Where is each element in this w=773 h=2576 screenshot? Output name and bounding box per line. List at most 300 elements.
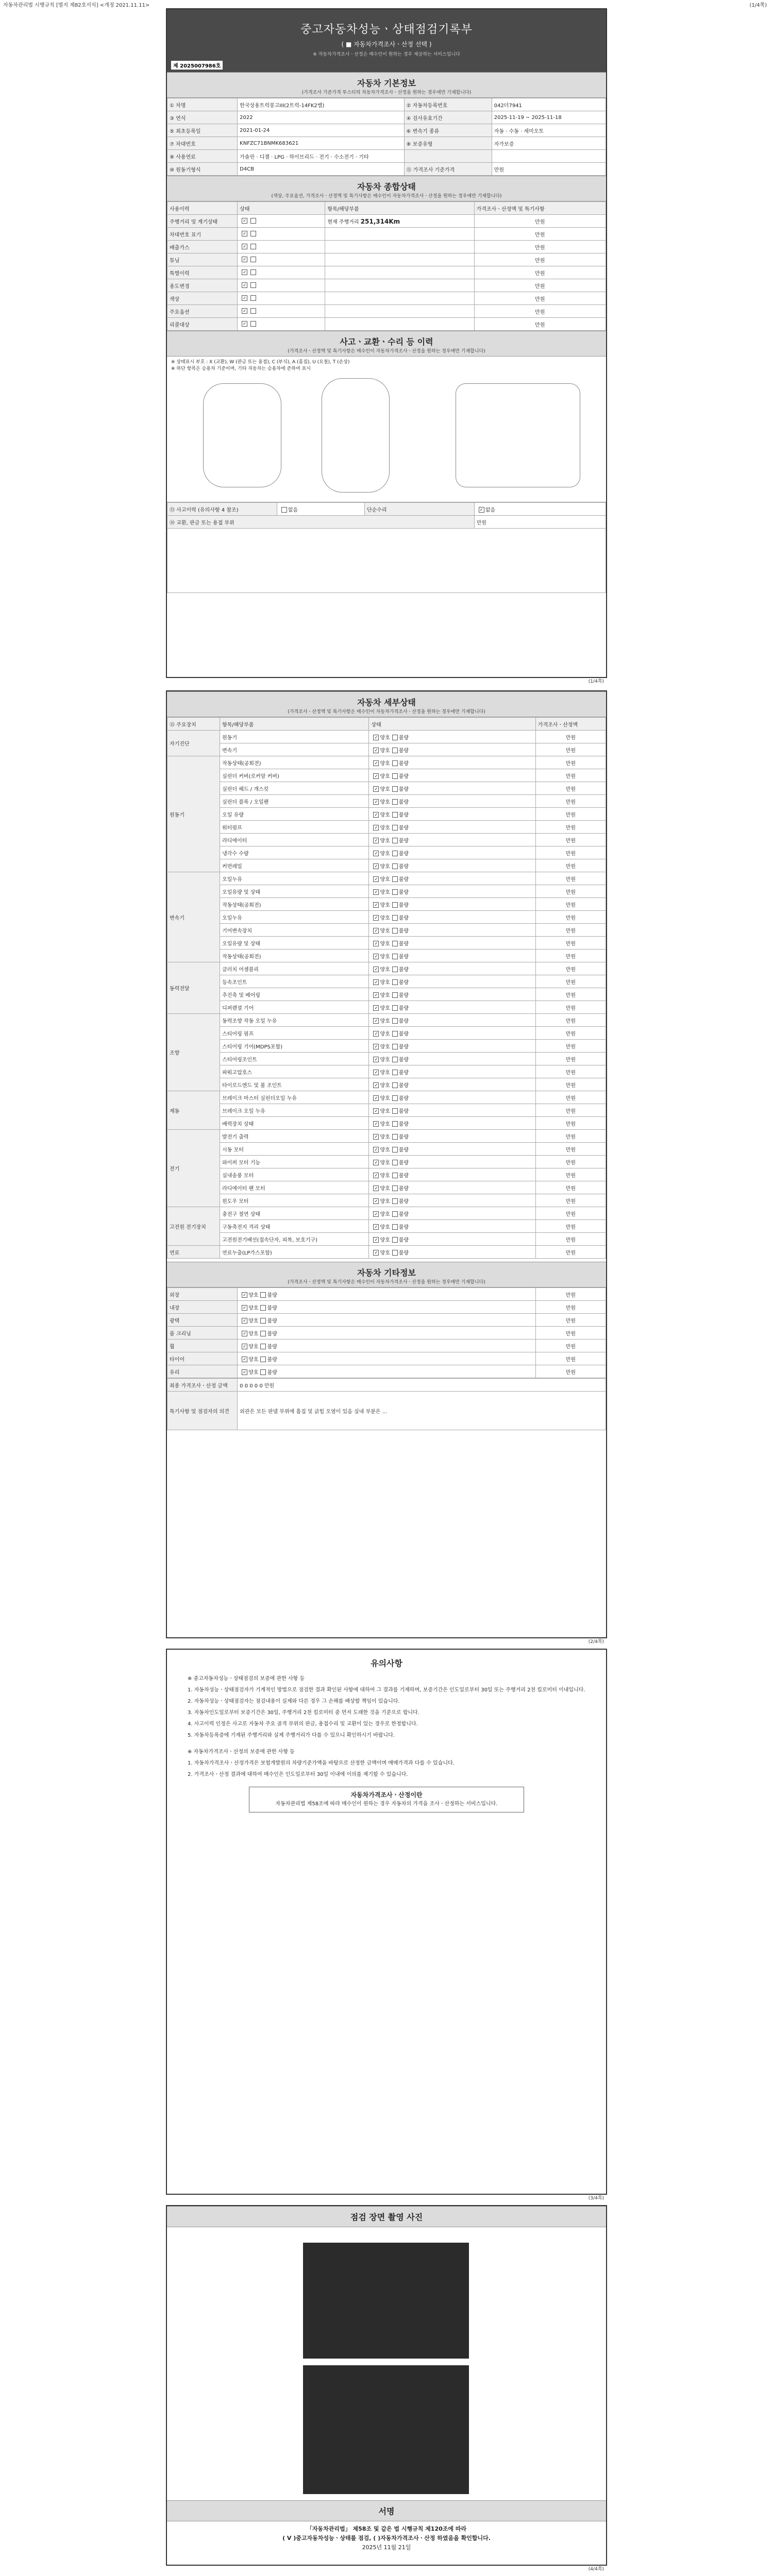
detail-ok-checkbox[interactable] (373, 773, 379, 779)
detail-ok-checkbox[interactable] (373, 876, 379, 882)
summary-item (325, 241, 474, 253)
detail-ok-label: 양호 (380, 838, 390, 844)
detail-bad-checkbox[interactable] (392, 1057, 398, 1062)
detail-bad-label: 불량 (398, 1185, 409, 1192)
other-checkbox[interactable] (260, 1318, 266, 1324)
detail-row (167, 1194, 606, 1207)
other-row (167, 1365, 606, 1378)
detail-bad-checkbox[interactable] (392, 1018, 398, 1024)
simple-repair-label: 단순수리 (364, 503, 474, 516)
report-header (167, 9, 606, 72)
detail-state (369, 1091, 535, 1104)
notice-paragraph: 3. 자동차인도일로부터 보증기간은 30일, 주행거리 2천 킬로미터 중 먼저 도래한 것을 기준으로 합니다. (188, 1710, 419, 1716)
other-unit: 만원 (535, 1314, 606, 1327)
form-caption (0, 0, 773, 7)
detail-ok-checkbox[interactable] (373, 1237, 379, 1243)
detail-bad-checkbox[interactable] (392, 979, 398, 985)
detail-bad-label: 불량 (398, 902, 409, 908)
detail-row (167, 950, 606, 962)
detail-ok-checkbox[interactable] (373, 735, 379, 740)
detail-row (167, 846, 606, 859)
detail-item: 실내송풍 모터 (220, 1168, 369, 1181)
detail-unit: 만원 (535, 731, 606, 743)
detail-bad-label: 불량 (398, 967, 409, 973)
detail-state (369, 743, 535, 756)
detail-bad-label: 불량 (398, 1031, 409, 1037)
summary-head-item: 항목/해당부품 (325, 202, 474, 215)
other-checkbox[interactable] (260, 1292, 266, 1298)
detail-head-device: ⑮ 주요장치 (167, 718, 220, 731)
other-subtitle: (가격조사ㆍ산정액 및 특기사항은 매수인이 자동차가격조사ㆍ산정을 원하는 경우에만 기재합니다) (288, 1280, 485, 1285)
summary-checkbox[interactable] (242, 218, 247, 224)
other-checkbox[interactable] (260, 1344, 266, 1349)
detail-ok-checkbox[interactable] (373, 1070, 379, 1075)
summary-checkbox[interactable] (242, 269, 247, 275)
detail-bad-checkbox[interactable] (392, 1044, 398, 1049)
detail-bad-label: 불량 (398, 1018, 409, 1024)
detail-row (167, 924, 606, 937)
detail-unit: 만원 (535, 769, 606, 782)
basic-label: ⑥ 변속기 종류 (404, 124, 492, 137)
detail-unit: 만원 (535, 859, 606, 872)
other-table (167, 1287, 606, 1378)
final-price-label: 최종 가격조사ㆍ산정 금액 (167, 1379, 238, 1392)
detail-bad-checkbox[interactable] (392, 799, 398, 805)
other-heading (167, 1262, 606, 1287)
detail-ok-checkbox[interactable] (373, 1250, 379, 1256)
detail-ok-checkbox[interactable] (373, 1082, 379, 1088)
summary-checkbox[interactable] (242, 231, 247, 236)
detail-ok-checkbox[interactable] (373, 1108, 379, 1114)
detail-bad-checkbox[interactable] (392, 902, 398, 908)
detail-row (167, 1181, 606, 1194)
basic-value: D4CB (238, 163, 404, 176)
detail-ok-checkbox[interactable] (373, 825, 379, 831)
detail-ok-checkbox[interactable] (373, 1198, 379, 1204)
detail-ok-checkbox[interactable] (373, 748, 379, 753)
basic-label: ⑦ 차대번호 (167, 137, 238, 150)
detail-item: 오일 유량 (220, 808, 369, 821)
detail-row (167, 743, 606, 756)
summary-row (167, 266, 606, 279)
other-label: 내장 (167, 1301, 238, 1314)
detail-bad-checkbox[interactable] (392, 812, 398, 818)
detail-row (167, 1246, 606, 1259)
summary-row-label: 용도변경 (167, 279, 238, 292)
summary-checkbox[interactable] (242, 321, 247, 327)
detail-bad-label: 불량 (398, 863, 409, 870)
detail-item: 기어변속장치 (220, 924, 369, 937)
detail-bad-label: 불량 (398, 915, 409, 921)
detail-ok-checkbox[interactable] (373, 799, 379, 805)
detail-bad-label: 불량 (398, 1095, 409, 1101)
detail-bad-checkbox[interactable] (392, 786, 398, 792)
detail-row (167, 1233, 606, 1246)
other-checkbox[interactable] (242, 1331, 247, 1336)
detail-ok-label: 양호 (380, 735, 390, 741)
summary-checkbox[interactable] (242, 295, 247, 301)
page-number-4: (4/4쪽) (588, 2567, 604, 2572)
detail-bad-checkbox[interactable] (392, 863, 398, 869)
detail-row (167, 1078, 606, 1091)
detail-state (369, 924, 535, 937)
other-bad-label: 불량 (267, 1357, 277, 1363)
detail-unit: 만원 (535, 1156, 606, 1168)
detail-bad-label: 불량 (398, 1211, 409, 1217)
detail-row (167, 885, 606, 898)
detail-bad-checkbox[interactable] (392, 1095, 398, 1101)
other-checkbox[interactable] (242, 1344, 247, 1349)
detail-ok-checkbox[interactable] (373, 1121, 379, 1127)
summary-checkbox[interactable] (242, 308, 247, 314)
detail-state (369, 898, 535, 911)
detail-ok-checkbox[interactable] (373, 902, 379, 908)
detail-row (167, 1104, 606, 1117)
basic-info-heading (167, 72, 606, 98)
detail-unit: 만원 (535, 1104, 606, 1117)
detail-ok-label: 양호 (380, 1134, 390, 1140)
detail-ok-checkbox[interactable] (373, 1173, 379, 1178)
detail-state (369, 756, 535, 769)
other-ok-label: 양호 (248, 1369, 259, 1376)
other-row (167, 1314, 606, 1327)
detail-bad-checkbox[interactable] (392, 748, 398, 753)
detail-item: 추진축 및 베어링 (220, 988, 369, 1001)
summary-state (238, 215, 325, 228)
detail-bad-checkbox[interactable] (392, 851, 398, 856)
summary-row (167, 318, 606, 331)
other-state (238, 1327, 536, 1340)
detail-ok-label: 양호 (380, 1095, 390, 1101)
summary-state (238, 266, 325, 279)
other-label: 유리 (167, 1365, 238, 1378)
detail-item: 배력장치 상태 (220, 1117, 369, 1130)
detail-bad-checkbox[interactable] (392, 838, 398, 843)
simple-repair-value (474, 503, 606, 516)
detail-ok-checkbox[interactable] (373, 1095, 379, 1101)
detail-row (167, 1130, 606, 1143)
other-bad-label: 불량 (267, 1344, 277, 1350)
detail-bad-checkbox[interactable] (392, 1185, 398, 1191)
detail-row (167, 1168, 606, 1181)
notice-paragraph: 2. 가격조사ㆍ산정 결과에 대하여 매수인은 인도일로부터 30일 이내에 이의를 제기할 수 있습니다. (188, 1772, 408, 1777)
detail-ok-label: 양호 (380, 851, 390, 857)
other-checkbox[interactable] (260, 1369, 266, 1375)
accident-price-unit: 만원 (474, 516, 606, 529)
detail-state (369, 1053, 535, 1065)
other-checkbox[interactable] (260, 1357, 266, 1362)
detail-bad-checkbox[interactable] (392, 992, 398, 998)
other-ok-label: 양호 (248, 1357, 259, 1363)
detail-bad-checkbox[interactable] (392, 1134, 398, 1140)
detail-bad-checkbox[interactable] (392, 876, 398, 882)
accident-history-label: ⑬ 사고이력 (유의사항 4 참조) (167, 503, 277, 516)
summary-item (325, 266, 474, 279)
detail-bad-checkbox[interactable] (392, 1160, 398, 1165)
detail-ok-checkbox[interactable] (373, 1185, 379, 1191)
car-diagram (167, 373, 606, 502)
detail-row (167, 988, 606, 1001)
detail-bad-checkbox[interactable] (392, 825, 398, 831)
detail-group: 전기 (167, 1130, 220, 1207)
mileage-label: 현재 주행거리 (327, 219, 359, 225)
summary-item (325, 305, 474, 318)
other-row (167, 1288, 606, 1301)
detail-state (369, 834, 535, 846)
detail-bad-label: 불량 (398, 1173, 409, 1179)
other-state (238, 1340, 536, 1352)
detail-bad-checkbox[interactable] (392, 1031, 398, 1037)
parts-label: ⑭ 교환, 판금 또는 용접 부위 (167, 516, 475, 529)
basic-row (167, 111, 606, 124)
detail-bad-checkbox[interactable] (392, 1147, 398, 1153)
summary-row (167, 215, 606, 228)
detail-unit: 만원 (535, 1130, 606, 1143)
detail-bad-checkbox[interactable] (392, 1121, 398, 1127)
detail-state (369, 1040, 535, 1053)
detail-ok-checkbox[interactable] (373, 992, 379, 998)
parts-area (167, 529, 606, 593)
detail-bad-checkbox[interactable] (392, 1211, 398, 1217)
basic-value: 만원 (492, 163, 606, 176)
detail-head-price: 가격조사ㆍ산정액 (535, 718, 606, 731)
detail-ok-checkbox[interactable] (373, 1147, 379, 1153)
detail-item: 오일유량 및 상태 (220, 885, 369, 898)
detail-ok-label: 양호 (380, 1147, 390, 1153)
other-checkbox[interactable] (242, 1292, 247, 1298)
detail-ok-checkbox[interactable] (373, 1005, 379, 1011)
simple-repair-text: 없음 (485, 507, 496, 513)
basic-info-title: 자동차 기본정보 (357, 78, 416, 88)
other-checkbox[interactable] (242, 1318, 247, 1324)
other-checkbox[interactable] (260, 1331, 266, 1336)
detail-row (167, 1014, 606, 1027)
detail-bad-checkbox[interactable] (392, 1198, 398, 1204)
detail-state (369, 795, 535, 808)
summary-row (167, 253, 606, 266)
summary-state (238, 228, 325, 241)
summary-checkbox[interactable] (242, 244, 247, 249)
detail-bad-checkbox[interactable] (392, 735, 398, 740)
detail-unit: 만원 (535, 834, 606, 846)
summary-checkbox[interactable] (250, 295, 256, 301)
other-checkbox[interactable] (242, 1357, 247, 1362)
detail-row (167, 808, 606, 821)
detail-item: 커먼레일 (220, 859, 369, 872)
detail-bad-checkbox[interactable] (392, 928, 398, 934)
photo-title: 점검 장면 촬영 사진 (350, 2212, 423, 2222)
detail-ok-checkbox[interactable] (373, 1031, 379, 1037)
detail-row (167, 731, 606, 743)
notice-paragraph: 1. 자동차가격조사ㆍ산정가격은 보험개발원의 차량기준가액을 바탕으로 산정한 금액이며 매매가격과 다를 수 있습니다. (188, 1760, 455, 1766)
notice-paragraph: 2. 자동차성능ㆍ상태점검자는 점검내용이 실제와 다른 경우 그 손해를 배상할 책임이 있습니다. (188, 1699, 400, 1704)
summary-state (238, 253, 325, 266)
detail-bad-label: 불량 (398, 786, 409, 792)
detail-ok-checkbox[interactable] (373, 1211, 379, 1217)
detail-ok-checkbox[interactable] (373, 967, 379, 972)
photo-area (167, 2227, 606, 2500)
basic-label: ⑧ 보증유형 (404, 137, 492, 150)
detail-row (167, 962, 606, 975)
summary-row-label: 특별이력 (167, 266, 238, 279)
detail-ok-label: 양호 (380, 748, 390, 754)
detail-item: 윈도우 모터 (220, 1194, 369, 1207)
detail-group: 제동 (167, 1091, 220, 1130)
detail-ok-checkbox[interactable] (373, 1224, 379, 1230)
detail-bad-checkbox[interactable] (392, 1237, 398, 1243)
summary-checkbox[interactable] (250, 257, 256, 262)
basic-row (167, 137, 606, 150)
car-front-view (203, 383, 281, 487)
other-label: 타이어 (167, 1352, 238, 1365)
summary-item (325, 253, 474, 266)
other-row (167, 1327, 606, 1340)
summary-subtitle: (색상, 주요옵션, 가격조사ㆍ산정액 및 특기사항은 매수인이 자동차가격조사ㆍ산정을 원하는 경우에만 기재합니다) (271, 194, 502, 199)
detail-bad-label: 불량 (398, 954, 409, 960)
detail-item: 라디에이터 팬 모터 (220, 1181, 369, 1194)
detail-bad-checkbox[interactable] (392, 760, 398, 766)
detail-ok-label: 양호 (380, 992, 390, 998)
detail-ok-checkbox[interactable] (373, 1044, 379, 1049)
photo-heading (167, 2206, 606, 2227)
basic-row (167, 163, 606, 176)
detail-row (167, 1117, 606, 1130)
detail-bad-checkbox[interactable] (392, 1005, 398, 1011)
summary-unit: 만원 (474, 228, 606, 241)
detail-state (369, 1156, 535, 1168)
detail-ok-checkbox[interactable] (373, 863, 379, 869)
summary-checkbox[interactable] (250, 321, 256, 327)
report-subtitle: ( ■ 자동차가격조사ㆍ산정 선택 ) (341, 41, 432, 48)
detail-bad-checkbox[interactable] (392, 967, 398, 972)
detail-bad-checkbox[interactable] (392, 954, 398, 959)
detail-item: 라디에이터 (220, 834, 369, 846)
page-number-3: (3/4쪽) (588, 2196, 604, 2201)
detail-row (167, 898, 606, 911)
basic-value: 042더7941 (492, 98, 606, 111)
page-2 (166, 690, 607, 1645)
detail-ok-checkbox[interactable] (373, 1057, 379, 1062)
detail-unit: 만원 (535, 756, 606, 769)
other-unit: 만원 (535, 1301, 606, 1314)
detail-unit: 만원 (535, 1001, 606, 1014)
detail-bad-checkbox[interactable] (392, 889, 398, 895)
detail-ok-checkbox[interactable] (373, 838, 379, 843)
detail-bad-checkbox[interactable] (392, 915, 398, 921)
detail-item: 등속조인트 (220, 975, 369, 988)
detail-ok-checkbox[interactable] (373, 979, 379, 985)
summary-checkbox[interactable] (242, 257, 247, 262)
detail-ok-checkbox[interactable] (373, 941, 379, 946)
detail-item: 작동상태(공회전) (220, 950, 369, 962)
detail-bad-checkbox[interactable] (392, 941, 398, 946)
accident-note-text: ※ 하단 항목은 승용차 기준이며, 기타 자동차는 승용차에 준하여 표시 (171, 366, 311, 371)
detail-bad-label: 불량 (398, 1250, 409, 1256)
summary-head-price: 가격조사ㆍ산정액 및 특기사항 (474, 202, 606, 215)
other-bad-label: 불량 (267, 1292, 277, 1298)
detail-ok-checkbox[interactable] (373, 954, 379, 959)
detail-state (369, 821, 535, 834)
summary-checkbox[interactable] (242, 282, 247, 288)
detail-unit: 만원 (535, 872, 606, 885)
accident-history-value (277, 503, 364, 516)
detail-row (167, 756, 606, 769)
summary-checkbox[interactable] (250, 231, 256, 236)
detail-bad-label: 불량 (398, 812, 409, 818)
page-3 (166, 1649, 607, 2201)
detail-ok-checkbox[interactable] (373, 1134, 379, 1140)
other-label: 광택 (167, 1314, 238, 1327)
detail-ok-checkbox[interactable] (373, 928, 379, 934)
other-row (167, 1352, 606, 1365)
detail-row (167, 1053, 606, 1065)
page-1 (166, 8, 607, 684)
other-checkbox[interactable] (242, 1369, 247, 1375)
summary-unit: 만원 (474, 279, 606, 292)
detail-ok-checkbox[interactable] (373, 760, 379, 766)
detail-ok-checkbox[interactable] (373, 915, 379, 921)
summary-item (325, 279, 474, 292)
detail-bad-checkbox[interactable] (392, 1224, 398, 1230)
detail-item: 오일유량 및 상태 (220, 937, 369, 950)
detail-bad-checkbox[interactable] (392, 773, 398, 779)
detail-bad-checkbox[interactable] (392, 1108, 398, 1114)
detail-subtitle: (가격조사ㆍ산정액 및 특기사항은 매수인이 자동차가격조사ㆍ산정을 원하는 경우에만 기재합니다) (288, 709, 485, 715)
detail-bad-checkbox[interactable] (392, 1250, 398, 1256)
detail-bad-checkbox[interactable] (392, 1070, 398, 1075)
summary-checkbox[interactable] (250, 269, 256, 275)
summary-checkbox[interactable] (250, 244, 256, 249)
detail-row (167, 1091, 606, 1104)
detail-unit: 만원 (535, 962, 606, 975)
detail-item: 충전구 절연 상태 (220, 1207, 369, 1220)
detail-bad-label: 불량 (398, 1198, 409, 1205)
detail-ok-checkbox[interactable] (373, 786, 379, 792)
detail-ok-label: 양호 (380, 1057, 390, 1063)
other-checkbox[interactable] (242, 1305, 247, 1311)
other-checkbox[interactable] (260, 1305, 266, 1311)
detail-state (369, 782, 535, 795)
basic-label: ⑤ 최초등록일 (167, 124, 238, 137)
detail-item: 브레이크 마스터 실린더오일 누유 (220, 1091, 369, 1104)
detail-ok-checkbox[interactable] (373, 889, 379, 895)
summary-checkbox[interactable] (250, 282, 256, 288)
summary-title: 자동차 종합상태 (357, 182, 416, 192)
detail-state (369, 731, 535, 743)
detail-ok-checkbox[interactable] (373, 812, 379, 818)
detail-state (369, 1065, 535, 1078)
detail-bad-label: 불량 (398, 735, 409, 741)
summary-checkbox[interactable] (250, 218, 256, 224)
detail-bad-label: 불량 (398, 1237, 409, 1243)
detail-row (167, 911, 606, 924)
page-number-2: (2/4쪽) (588, 1639, 604, 1645)
detail-state (369, 1014, 535, 1027)
detail-bad-checkbox[interactable] (392, 1173, 398, 1178)
detail-unit: 만원 (535, 846, 606, 859)
detail-item: 동력조향 작동 오일 누유 (220, 1014, 369, 1027)
detail-ok-checkbox[interactable] (373, 1018, 379, 1024)
other-label: 휠 (167, 1340, 238, 1352)
detail-ok-checkbox[interactable] (373, 851, 379, 856)
detail-state (369, 1117, 535, 1130)
summary-checkbox[interactable] (250, 308, 256, 314)
basic-value: 자가보증 (492, 137, 606, 150)
summary-table (167, 201, 606, 331)
report-title: 중고자동차성능ㆍ상태점검기록부 (300, 23, 473, 36)
detail-bad-checkbox[interactable] (392, 1082, 398, 1088)
detail-ok-checkbox[interactable] (373, 1160, 379, 1165)
